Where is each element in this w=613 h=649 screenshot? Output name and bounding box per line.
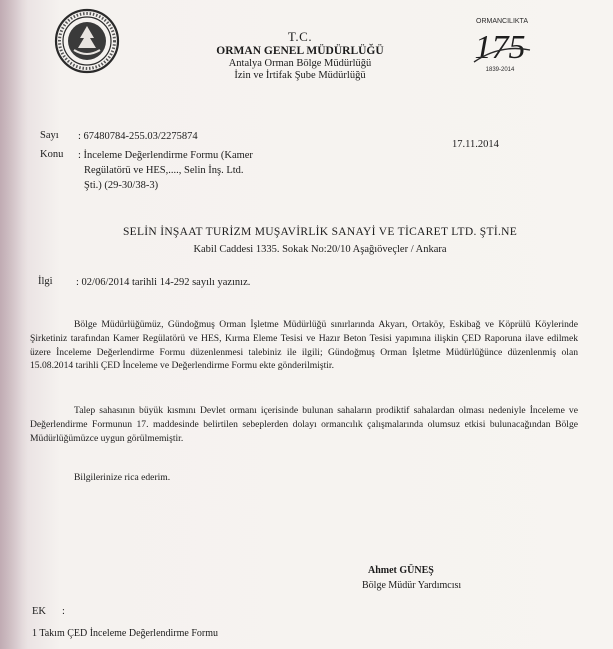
header-department: İzin ve İrtifak Şube Müdürlüğü	[234, 70, 366, 81]
body-paragraph-2: Talep sahasının büyük kısmını Devlet ormanı içerisinde bulunan sahaların prodiktif sahalardan olması nedeniyle İnceleme ve Değerlendirme Formunun 17. maddesinde belirtilen sebeplerden dolayı ormancılık çalışmalarında olumsuz etkisi bulunacağından Bölge Müdürlüğümüzce uygun görülmemiştir.	[30, 405, 578, 444]
header-regional-directorate: Antalya Orman Bölge Müdürlüğü	[228, 58, 372, 69]
anniversary-years: 1839-2014	[485, 67, 515, 73]
body-paragraph-1: Bölge Müdürlüğümüz, Gündoğmuş Orman İşletme Müdürlüğü sınırlarında Akyarı, Ortaköy, Eskibağ ve Köprülü Köylerinde Şirketiniz tarafından Kamer Regülatörü ve HES, Kırma Eleme Tesisi ve Hazır Beton Tesisi yapımına ilişkin ÇED Raporuna ilave edilmek üzere İnceleme Değerlendirme Formu düzenlenmesi talebiniz ile ilgili; Gündoğmuş Orman İşletme Müdürlüğünce düzenlenmiş olan 15.08.2014 tarihli ÇED İnceleme ve Değerlendirme Formu ekte gönderilmiştir.	[30, 319, 578, 372]
anniversary-top-text: ORMANCILIKTA	[476, 18, 528, 25]
scan-shadow	[0, 0, 28, 649]
document-date: 17.11.2014	[452, 139, 499, 150]
sayi-label: Sayı	[40, 130, 59, 141]
ilgi-label: İlgi	[38, 276, 53, 287]
konu-line-1: : İnceleme Değerlendirme Formu (Kamer	[78, 150, 253, 161]
signatory-name: Ahmet GÜNEŞ	[368, 565, 434, 576]
konu-line-2: Regülatörü ve HES,...., Selin İnş. Ltd.	[84, 165, 244, 176]
attachment-item: 1 Takım ÇED İnceleme Değerlendirme Formu	[32, 628, 219, 639]
attachments-label: EK	[32, 606, 46, 617]
closing-sentence: Bilgilerinize rica ederim.	[74, 472, 171, 483]
header-organization: ORMAN GENEL MÜDÜRLÜĞÜ	[216, 45, 384, 57]
agency-seal-logo	[54, 8, 120, 74]
ilgi-value: : 02/06/2014 tarihli 14-292 sayılı yazınız.	[76, 277, 251, 288]
signatory-title: Bölge Müdür Yardımcısı	[362, 580, 462, 591]
attachments-colon: :	[62, 606, 65, 617]
konu-label: Konu	[40, 149, 64, 160]
konu-line-3: Şti.) (29-30/38-3)	[84, 180, 159, 191]
addressee-name: SELİN İNŞAAT TURİZM MUŞAVİRLİK SANAYİ VE TİCARET LTD. ŞTİ.NE	[122, 226, 518, 238]
sayi-value: : 67480784-255.03/2275874	[78, 131, 198, 142]
addressee-address: Kabil Caddesi 1335. Sokak No:20/10 Aşağıöveçler / Ankara	[193, 244, 447, 255]
anniversary-logo	[470, 14, 534, 76]
header-tc: T.C.	[287, 29, 313, 44]
anniversary-number: 175	[474, 29, 526, 66]
